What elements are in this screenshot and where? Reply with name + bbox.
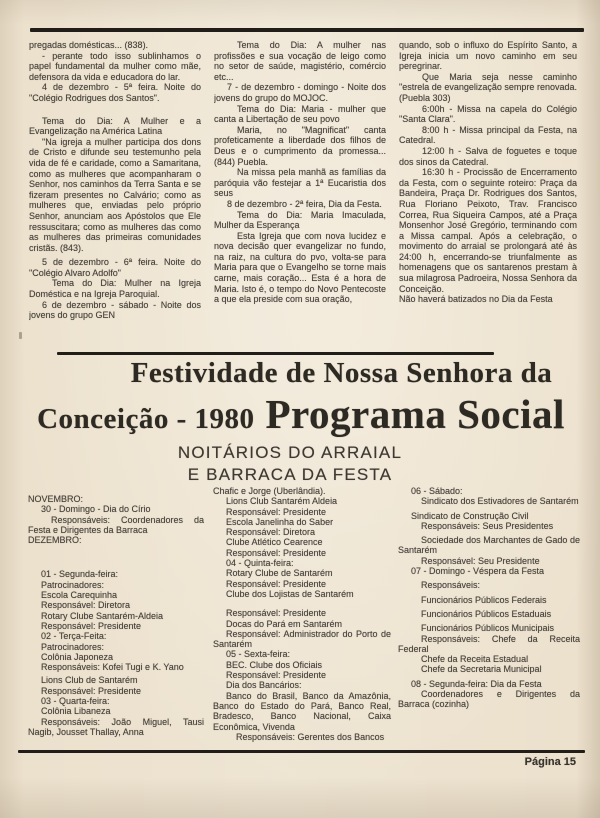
paragraph: 4 de dezembro - 5ª feira. Noite do "Colégio Rodrigues dos Santos". [29,82,201,103]
paragraph: Responsáveis: Gerentes dos Bancos [236,731,385,742]
paragraph: 03 - Quarta-feira: [41,696,110,707]
paragraph: Funcionários Públicos Municipais [421,623,555,634]
paragraph: 6 de dezembro - sábado - Noite dos jovens do grupo GEN [29,299,201,321]
headline-programa-social: Programa Social [265,391,565,437]
paragraph: Tema do Dia: Maria Imaculada, Mulher da Esperança [214,209,386,231]
paragraph: 07 - Domingo - Véspera da Festa [411,566,545,577]
paragraph: 04 - Quinta-feira: [226,558,294,569]
paragraph: Responsáveis: [421,580,481,591]
paragraph: pregadas domésticas... (838). [29,40,149,50]
paragraph: Patrocinadores: [41,579,105,590]
mid-divider-rule [57,352,494,355]
paragraph: Esta Igreja que com nova lucidez e nova decisão quer evangelizar no fundo, na raiz, na cultura do pvo, volta-se para Maria para que o Evangelho se torne mais carne, mais coração... Esta é a hora de Maria. Isto é, o tempo do Novo Pentecoste a que ela preside com sua oração, [214,230,386,305]
paragraph: Responsável: Presidente [226,547,327,558]
paragraph: 16:30 h - Procissão de Encerramento da Festa, com o seguinte roteiro: Praça da Bandeira, Praça Dr. Rodrigues dos Santos, Rua Floriano Peixoto, Trav. Francisco Correa, Rua Siqueira Campos, até a Praça Monsenhor José Gregório, terminando com a Missa campal. Após a celebração, o movimento do arraial se prolongará até às 24:00 h, encerrando-se triunfalmente as homenagens que os santarenos prestam à sua milagrosa Padroeira, Nossa Senhora da Conceição. [399,167,577,294]
paragraph: Escola Carequinha [41,590,118,601]
paragraph: Clube dos Lojistas de Santarém [226,588,354,599]
paragraph: Não haverá batizados no Dia da Festa [399,294,553,305]
paragraph: Sindicato dos Estivadores de Santarém [421,496,579,507]
paragraph: 08 - Segunda-feira: Dia da Festa [411,678,542,689]
subtitle-line2: E BARRACA DA FESTA [187,465,393,484]
paragraph: Chefe da Secretaria Municipal [421,664,542,675]
paragraph: 30 - Domingo - Dia do Círio [41,504,151,515]
paragraph: - perante todo isso sublinhamos o papel fundamental da mulher como mãe, defensora da vida e educadora do lar. [29,50,201,82]
bottom-divider-rule [18,750,585,753]
paragraph: Patrocinadores: [41,641,105,652]
paragraph: Responsáveis: Chefe da Receita Federal [398,633,580,654]
paragraph: 5 de dezembro - 6ª feira. Noite do "Colégio Alvaro Adolfo" [29,257,201,278]
paragraph: Na missa pela manhã as famílias da paróquia vão festejar a 1ª Eucaristia dos seus [214,167,386,199]
paragraph: 02 - Terça-Feita: [41,631,107,642]
paragraph: Responsável: Diretora [41,600,131,611]
paragraph: 01 - Segunda-feira: [41,569,119,580]
paragraph: Coordenadores e Dirigentes da Barraca (cozinha) [398,689,580,710]
paragraph: Responsável: Presidente [41,685,142,696]
subtitle-line1: NOITÁRIOS DO ARRAIAL [177,443,403,462]
paragraph: Colônia Japoneza [41,651,114,662]
paragraph: 12:00 h - Salva de foguetes e toque dos sinos da Catedral. [399,145,577,167]
paragraph: NOVEMBRO: [28,494,84,504]
paragraph: Rotary Clube Santarém-Aldeia [41,610,164,621]
scan-speck [19,332,22,339]
program-column-left [28,494,204,737]
paragraph: 6:00h - Missa na capela do Colégio "Santa Clara". [399,103,577,125]
paragraph: Responsáveis: João Miguel, Tausi Nagib, Jousset Thallay, Anna [28,716,204,737]
paragraph: Responsável: Administrador do Porto de Santarém [213,628,391,650]
paragraph: Dia dos Bancários: [226,680,302,691]
paragraph: Lions Club de Santarém [41,675,138,686]
paragraph: Que Maria seja nesse caminho "estrela de evangelização sempre renovada. (Puebla 303) [399,71,577,103]
news-column-right [399,40,577,352]
top-divider-rule [30,28,584,32]
paragraph: Tema do Dia: A mulher nas profissões e sua vocação de leigo como no setor de saúde, magistério, comércio etc... [214,40,386,82]
paragraph: Sindicato de Construção Civil [411,510,529,521]
paragraph: Responsável: Presidente [226,608,327,619]
paragraph: 8:00 h - Missa principal da Festa, na Catedral. [399,124,577,146]
program-column-right [398,486,580,710]
headline-conceicao-1980: Conceição - 1980 [37,403,255,435]
paragraph: Chefe da Receita Estadual [421,654,529,665]
paragraph: 06 - Sábado: [411,486,463,496]
paragraph: 8 de dezembro - 2ª feira, Dia da Festa. [227,198,382,209]
paragraph: Funcionários Públicos Federais [421,594,547,605]
paragraph: Docas do Pará em Santarém [226,618,343,629]
paragraph: Responsáveis: Seus Presidentes [421,520,554,531]
paragraph: Colônia Libaneza [41,706,111,717]
program-column-middle [213,486,391,742]
news-column-middle [214,40,386,352]
paragraph: Rotary Clube de Santarém [226,568,333,579]
paragraph: Tema do Dia: Maria - mulher que canta a Libertação de seu povo [214,103,386,125]
paragraph: Funcionários Públicos Estaduais [421,608,552,619]
paragraph: Responsável: Seu Presidente [421,555,540,566]
paragraph: quando, sob o influxo do Espírito Santo, a Igreja inicia um novo caminho em seu peregrinar. [399,40,577,72]
paragraph: Maria, no "Magnificat" canta profeticamente a liberdade dos filhos de Deus e o cumprimento da promessa... (844) Puebla. [214,124,386,167]
paragraph: Sociedade dos Marchantes de Gado de Santarém [398,535,580,556]
paragraph: Tema do Dia: A Mulher e a Evangelização na América Latina [29,115,201,137]
paragraph: Responsáveis: Kofei Tugi e K. Yano [41,662,184,673]
paragraph: Responsável: Diretora [226,527,316,538]
paragraph: DEZEMBRO: [28,535,82,546]
paragraph: Escola Janelinha do Saber [226,516,334,527]
paragraph: "Na igreja a mulher participa dos dons de Cristo e difunde seu testemunho pela vida de fé e caridade, como a Samaritana, como as mulheres que acompanharam o Senhor, nos caminhos da Terra Santa e se fizeram presentes no Calvário; como as mulheres que, enviadas pelo próprio Senhor, anunciam aos Apóstolos que Ele ressuscitara; como as mulheres das como as mulheres das primeiras comunidades cristãs. (843). [29,136,201,253]
paragraph: Responsável: Presidente [226,670,327,681]
paragraph: Chafic e Jorge (Uberlândia). [213,486,326,496]
paragraph: Responsável: Presidente [226,578,327,589]
paragraph: 7 - de dezembro - domingo - Noite dos jovens do grupo do MOJOC. [214,82,386,103]
paragraph: Clube Atlético Cearence [226,537,323,548]
paragraph: Responsável: Presidente [226,506,327,517]
paragraph: Responsáveis: Coordenadores da Festa e Dirigentes da Barraca [28,514,204,535]
paragraph: 05 - Sexta-feira: [226,649,291,660]
paragraph: Lions Club Santarém Aldeia [226,496,338,507]
paragraph: Banco do Brasil, Banco da Amazônia, Banco do Estado do Pará, Banco Real, Bradesco, Banco Nacional, Caixa Econômica, Vivenda [213,690,391,732]
paragraph: Tema do Dia: Mulher na Igreja Doméstica e na Igreja Paroquial. [29,278,201,300]
headline-line2 [10,390,592,438]
news-column-left [29,40,201,352]
headline-subtitle [130,442,450,486]
headline-line1: Festividade de Nossa Senhora da [130,357,553,389]
page-number: Página 15 [524,756,576,768]
paragraph: BEC. Clube dos Oficiais [226,659,323,670]
paragraph: Responsável: Presidente [41,620,142,631]
